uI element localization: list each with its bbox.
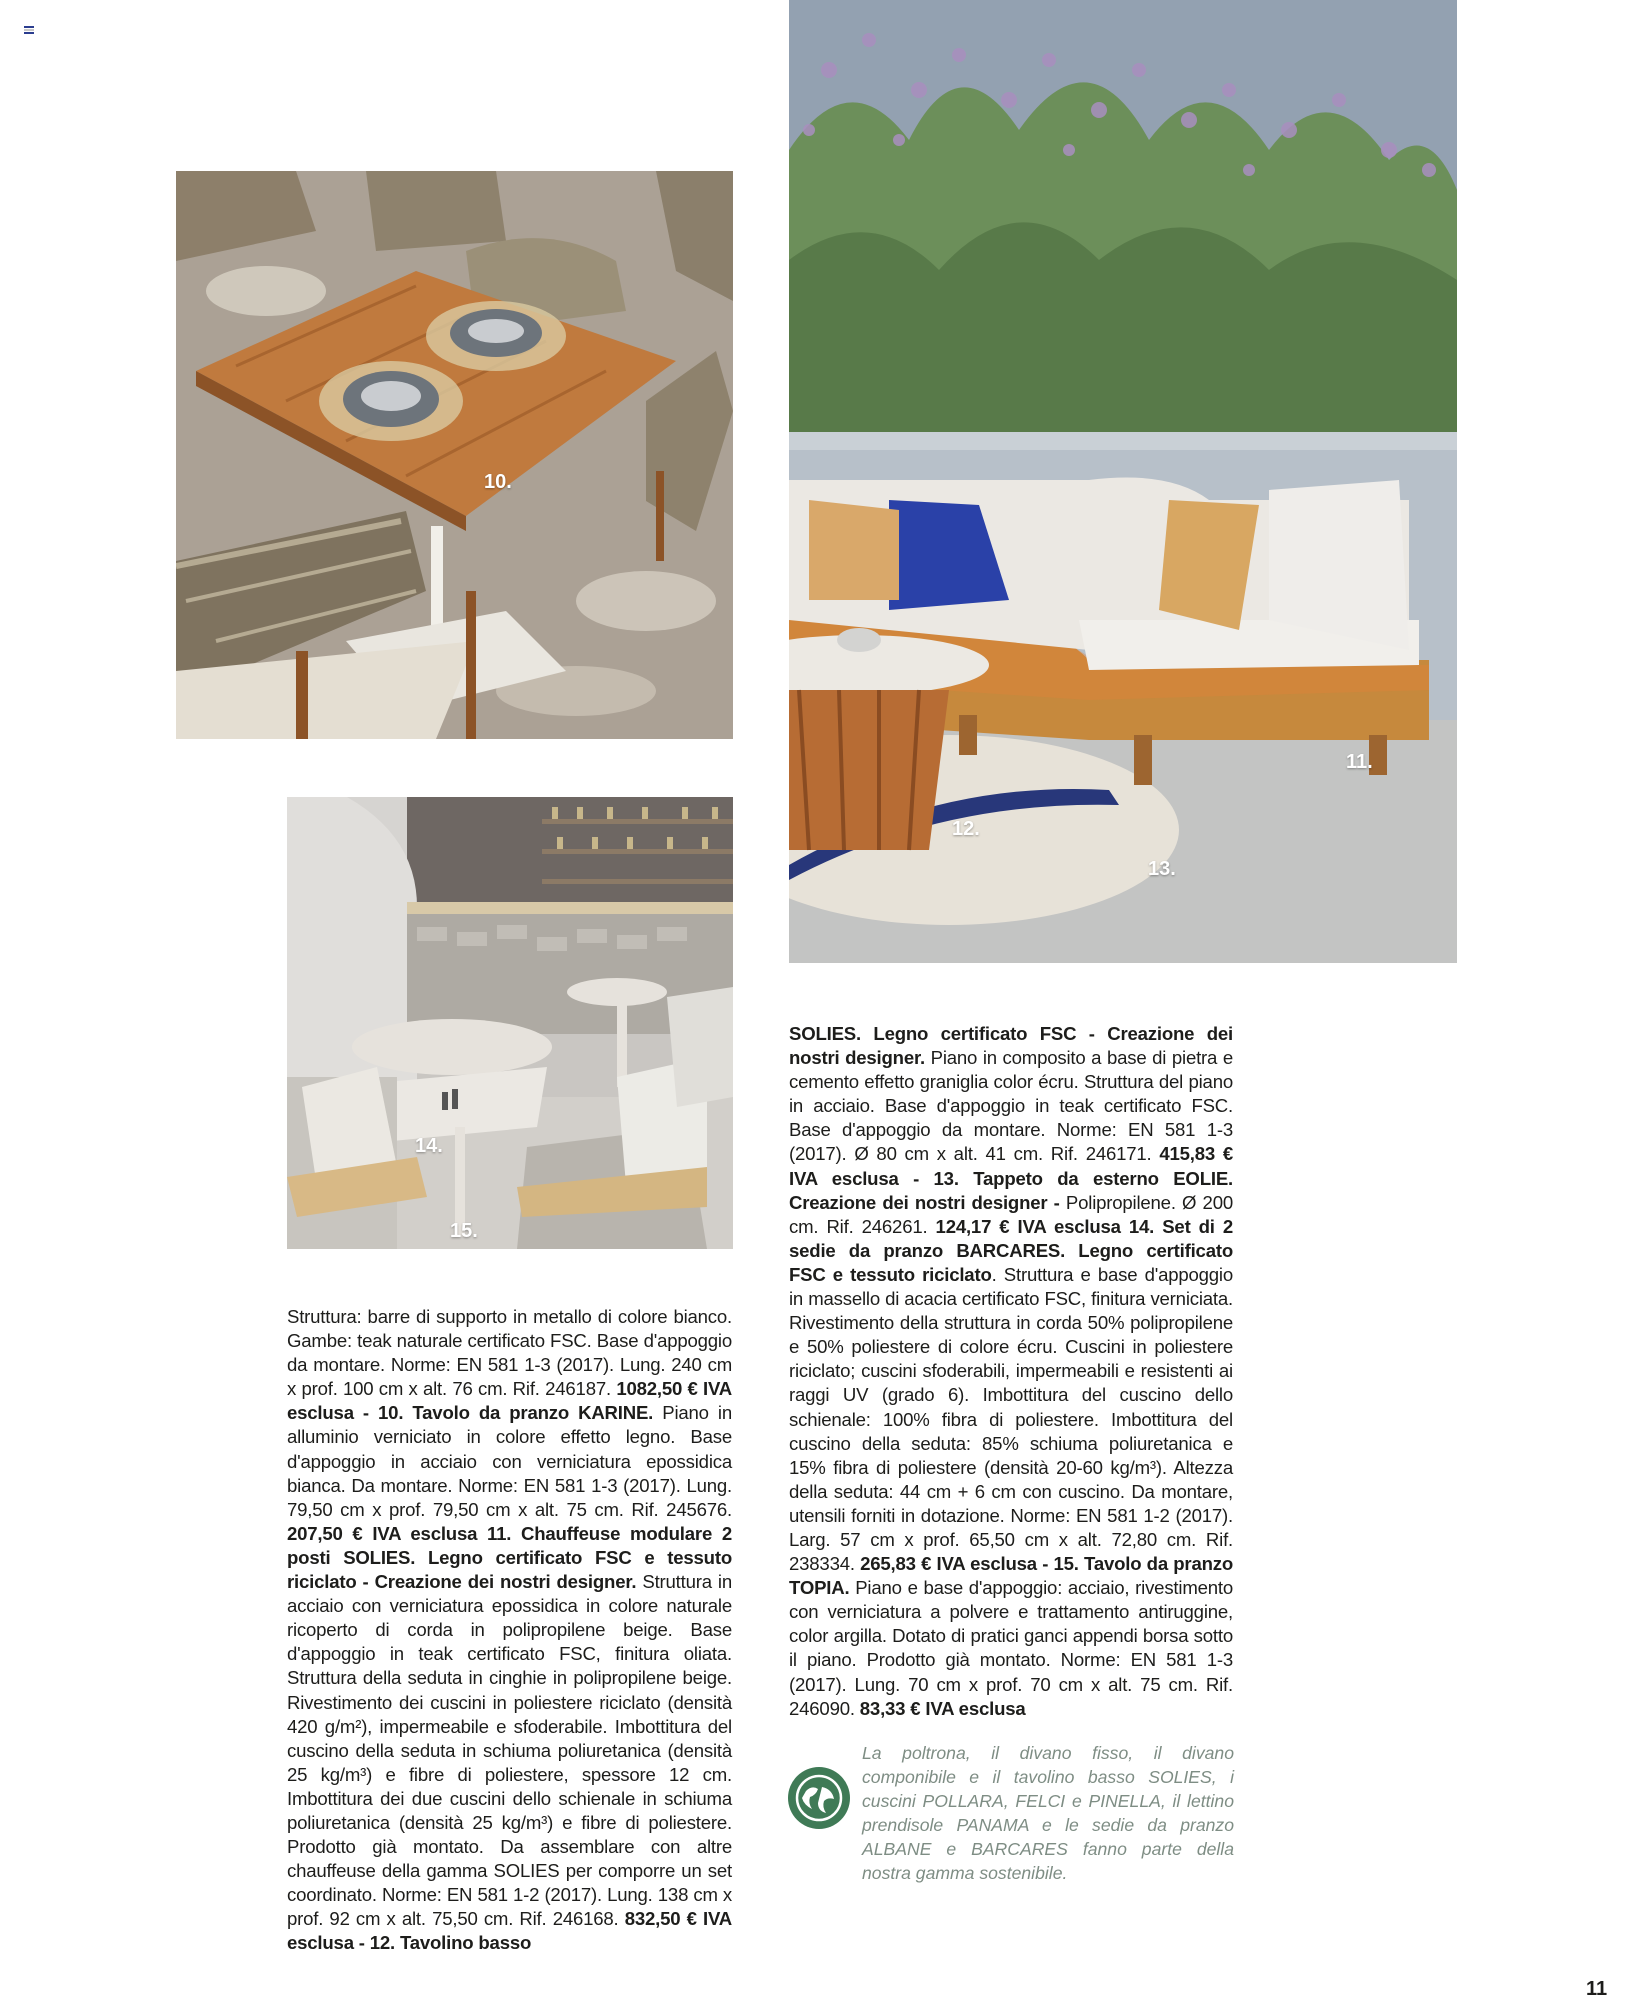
text-right-segment: . Struttura e base d'appoggio in massello di acacia certificato FSC, finitura verniciata. Rivestimento della struttura in corda 50% polipropilene e 50% poliestere di colore écru. Cuscini in poliestere riciclato; cuscini sfoderabili, impermeabili e resistenti ai raggi UV (grado 6). Imbottitura del cuscino dello schienale: 100% fibra di poliestere. Imbottitura del cuscino della seduta: 85% schiuma poliuretanica e 15% fibra di poliestere (densità 20-60 kg/m³). Altezza della seduta: 44 cm + 6 cm con cuscino. Da montare, utensili forniti in dotazione. Norme: EN 581 1-2 (2017). Larg. 57 cm x prof. 65,50 cm x alt. 72,80 cm. Rif. 238334. bbox=[789, 1263, 1234, 1575]
text-right-segment: Piano e base d'appoggio: acciaio, rivestimento con verniciatura a polvere e trattamento antiruggine, color argilla. Dotato di pratici ganci appendi borsa sotto il piano. Prodotto già montato. Norme: EN 581 1-3 (2017). Lung. 70 cm x prof. 70 cm x alt. 75 cm. Rif. 246090. bbox=[789, 1577, 1233, 1719]
page-number: 11 bbox=[1586, 1978, 1608, 2000]
text-right-segment: Polipropilene. Ø 200 cm. Rif. 246261. bbox=[789, 1191, 1233, 1237]
photo-restaurant bbox=[287, 797, 733, 1249]
photo-label-15: 15. bbox=[450, 1220, 478, 1242]
globe-leaf-icon bbox=[788, 1767, 850, 1829]
text-right-segment: SOLIES. Legno certificato FSC - Creazione dei nostri designer. bbox=[789, 1023, 1233, 1069]
text-left-segment: Piano in alluminio verniciato in colore effetto legno. Base d'appoggio in acciaio con verniciatura epossidica bianca. Da montare. Norme: EN 581 1-3 (2017). Lung. 79,50 cm x prof. 79,50 cm x alt. 75 cm. Rif. 245676. bbox=[287, 1402, 733, 1520]
photo-label-12: 12. bbox=[952, 818, 980, 840]
photo-label-14: 14. bbox=[415, 1135, 443, 1157]
text-right-segment: 415,83 € IVA esclusa - 13. Tappeto da esterno EOLIE. Creazione dei nostri designer - bbox=[789, 1143, 1233, 1213]
photo-label-11: 11. bbox=[1346, 751, 1373, 773]
text-right-segment: 124,17 € IVA esclusa 14. Set di 2 sedie da pranzo BARCARES. Legno certificato FSC e tessuto riciclato bbox=[789, 1215, 1234, 1285]
product-description-right bbox=[789, 1022, 1233, 1721]
text-right-segment: Piano in composito a base di pietra e cemento effetto graniglia color écru. Struttura del piano in acciaio. Base d'appoggio in teak certificato FSC. Base d'appoggio da montare. Norme: EN 581 1-3 (2017). Ø 80 cm x alt. 41 cm. Rif. 246171. bbox=[789, 1047, 1233, 1165]
photo-solies-set bbox=[789, 0, 1457, 963]
text-left-segment: 1082,50 € IVA esclusa - 10. Tavolo da pranzo KARINE. bbox=[287, 1378, 732, 1424]
sustainability-note: La poltrona, il divano fisso, il divano componibile e il tavolino basso SOLIES, i cuscini POLLARA, FELCI e PINELLA, il lettino prendisole PANAMA e le sedie da pranzo ALBANE e BARCARES fanno parte della nostra gamma sostenibile. bbox=[862, 1743, 1234, 1883]
photo-label-10: 10. bbox=[484, 471, 512, 493]
text-left-segment: 832,50 € IVA esclusa - 12. Tavolino basso bbox=[287, 1908, 732, 1954]
sustainability-badge bbox=[788, 1767, 850, 1829]
text-right-segment: 265,83 € IVA esclusa - 15. Tavolo da pranzo TOPIA. bbox=[789, 1553, 1233, 1599]
text-right-segment: 83,33 € IVA esclusa bbox=[859, 1697, 1026, 1719]
text-left-segment: Struttura: barre di supporto in metallo di colore bianco. Gambe: teak naturale certificato FSC. Base d'appoggio da montare. Norme: EN 581 1-3 (2017). Lung. 240 cm x prof. 100 cm x alt. 76 cm. Rif. 246187. bbox=[287, 1306, 732, 1400]
photo-label-13: 13. bbox=[1148, 858, 1176, 880]
flag-icon bbox=[24, 26, 34, 34]
text-left-segment: 207,50 € IVA esclusa 11. Chauffeuse modulare 2 posti SOLIES. Legno certificato FSC e tessuto riciclato - Creazione dei nostri designer. bbox=[287, 1522, 732, 1593]
photo-table-karine bbox=[176, 171, 733, 739]
product-description-left bbox=[287, 1305, 732, 1956]
text-left-segment: Struttura in acciaio con verniciatura epossidica in colore naturale ricoperto di corda in polipropilene beige. Base d'appoggio in teak certificato FSC, finitura oliata. Struttura della seduta in cinghie in polipropilene beige. Rivestimento dei cuscini in poliestere riciclato (densità 420 g/m²), impermeabile e sfoderabile. Imbottitura del cuscino della seduta in schiuma poliuretanica (densità 25 kg/m³) e fibre di poliestere, spessore 12 cm. Imbottitura dei due cuscini dello schienale in schiuma poliuretanica (densità 25 kg/m³) e fibre di poliestere. Prodotto già montato. Da assemblare con altre chauffeuse della gamma SOLIES per comporre un set coordinato. Norme: EN 581 1-2 (2017). Lung. 138 cm x prof. 92 cm x alt. 75,50 cm. Rif. 246168. bbox=[287, 1571, 732, 1930]
